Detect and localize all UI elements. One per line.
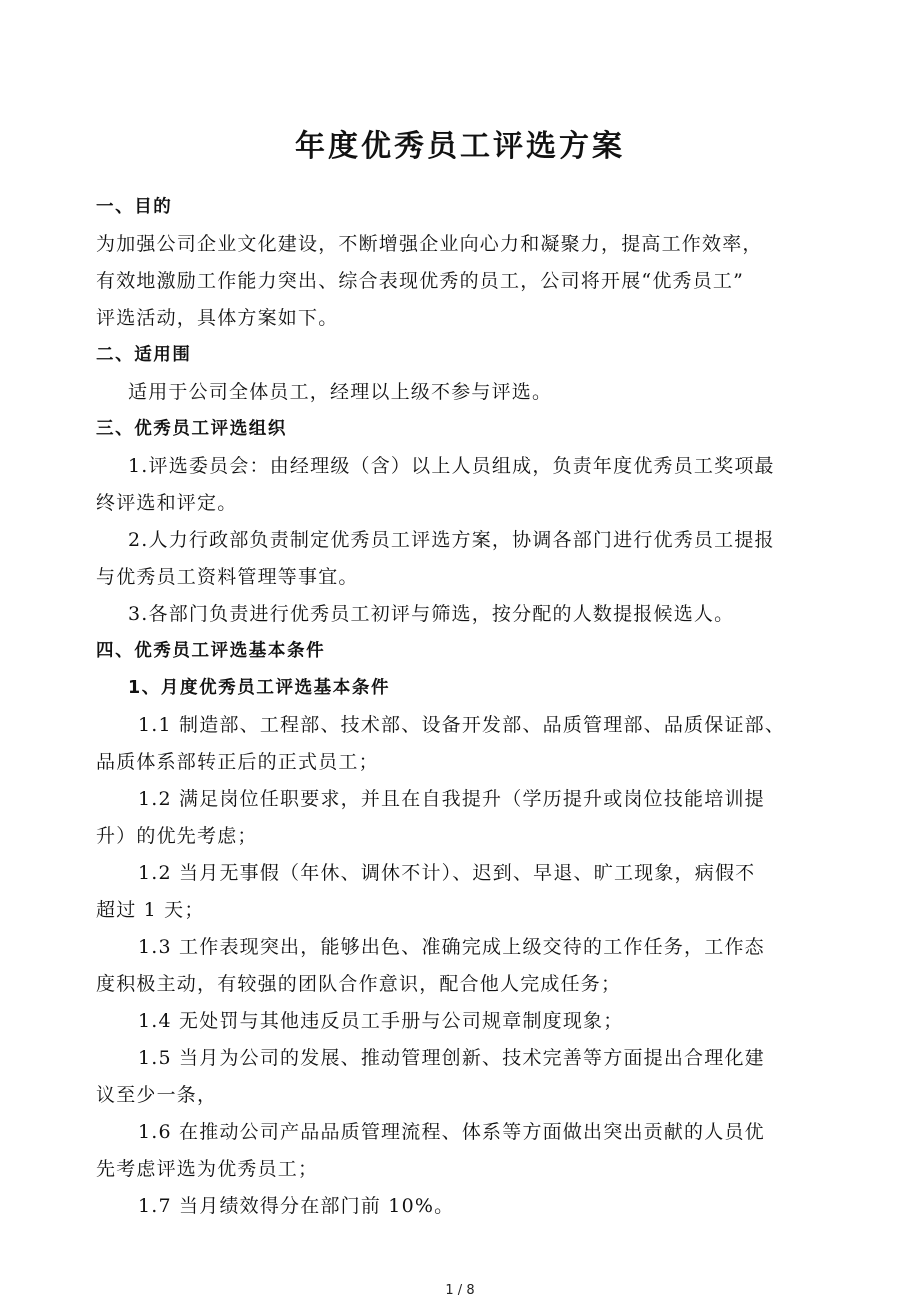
document-body bbox=[96, 189, 826, 1225]
section-heading-scope: 二、适用围 bbox=[96, 345, 192, 365]
list-item-line: 1.7 当月绩效得分在部门前 10%。 bbox=[138, 1195, 455, 1217]
page-number: 1 / 8 bbox=[445, 1283, 475, 1298]
list-item-line: 先考虑评选为优秀员工； bbox=[96, 1158, 319, 1180]
list-item-line: 2.人力行政部负责制定优秀员工评选方案，协调各部门进行优秀员工提报 bbox=[128, 529, 775, 551]
list-item-line: 超过 1 天； bbox=[96, 899, 205, 921]
list-item-line: 1.2 满足岗位任职要求，并且在自我提升（学历提升或岗位技能培训提 bbox=[138, 788, 765, 810]
list-item-line: 终评选和评定。 bbox=[96, 492, 238, 514]
section-heading-organization: 三、优秀员工评选组织 bbox=[96, 419, 287, 439]
list-item-line: 1.1 制造部、工程部、技术部、设备开发部、品质管理部、品质保证部、 bbox=[138, 714, 786, 736]
section-heading-criteria: 四、优秀员工评选基本条件 bbox=[96, 641, 326, 661]
paragraph-line: 有效地激励工作能力突出、综合表现优秀的员工，公司将开展“优秀员工” bbox=[96, 270, 745, 292]
subsection-heading-monthly-criteria: 1、月度优秀员工评选基本条件 bbox=[128, 678, 391, 698]
list-item-line: 1.5 当月为公司的发展、推动管理创新、技术完善等方面提出合理化建 bbox=[138, 1047, 765, 1069]
list-item-line: 度积极主动，有较强的团队合作意识，配合他人完成任务； bbox=[96, 973, 622, 995]
list-item-line: 1.6 在推动公司产品品质管理流程、体系等方面做出突出贡献的人员优 bbox=[138, 1121, 765, 1143]
list-item-line: 1.4 无处罚与其他违反员工手册与公司规章制度现象； bbox=[138, 1010, 624, 1032]
section-heading-purpose: 一、目的 bbox=[96, 197, 173, 217]
list-item-line: 议至少一条， bbox=[96, 1084, 218, 1106]
paragraph-line: 为加强公司企业文化建设，不断增强企业向心力和凝聚力，提高工作效率， bbox=[96, 233, 763, 255]
list-item-line: 升）的优先考虑； bbox=[96, 825, 258, 847]
document-title: 年度优秀员工评选方案 bbox=[295, 129, 625, 164]
list-item-line: 品质体系部转正后的正式员工； bbox=[96, 751, 379, 773]
list-item-line: 与优秀员工资料管理等事宜。 bbox=[96, 566, 359, 588]
list-item-line: 1.评选委员会：由经理级（含）以上人员组成，负责年度优秀员工奖项最 bbox=[128, 455, 775, 477]
list-item-line: 1.3 工作表现突出，能够出色、准确完成上级交待的工作任务，工作态 bbox=[138, 936, 765, 958]
paragraph-line: 评选活动，具体方案如下。 bbox=[96, 307, 339, 329]
list-item-line: 1.2 当月无事假（年休、调休不计）、迟到、早退、旷工现象，病假不 bbox=[138, 862, 756, 884]
paragraph-line: 适用于公司全体员工，经理以上级不参与评选。 bbox=[128, 381, 553, 403]
list-item-line: 3.各部门负责进行优秀员工初评与筛选，按分配的人数提报候选人。 bbox=[128, 603, 735, 625]
